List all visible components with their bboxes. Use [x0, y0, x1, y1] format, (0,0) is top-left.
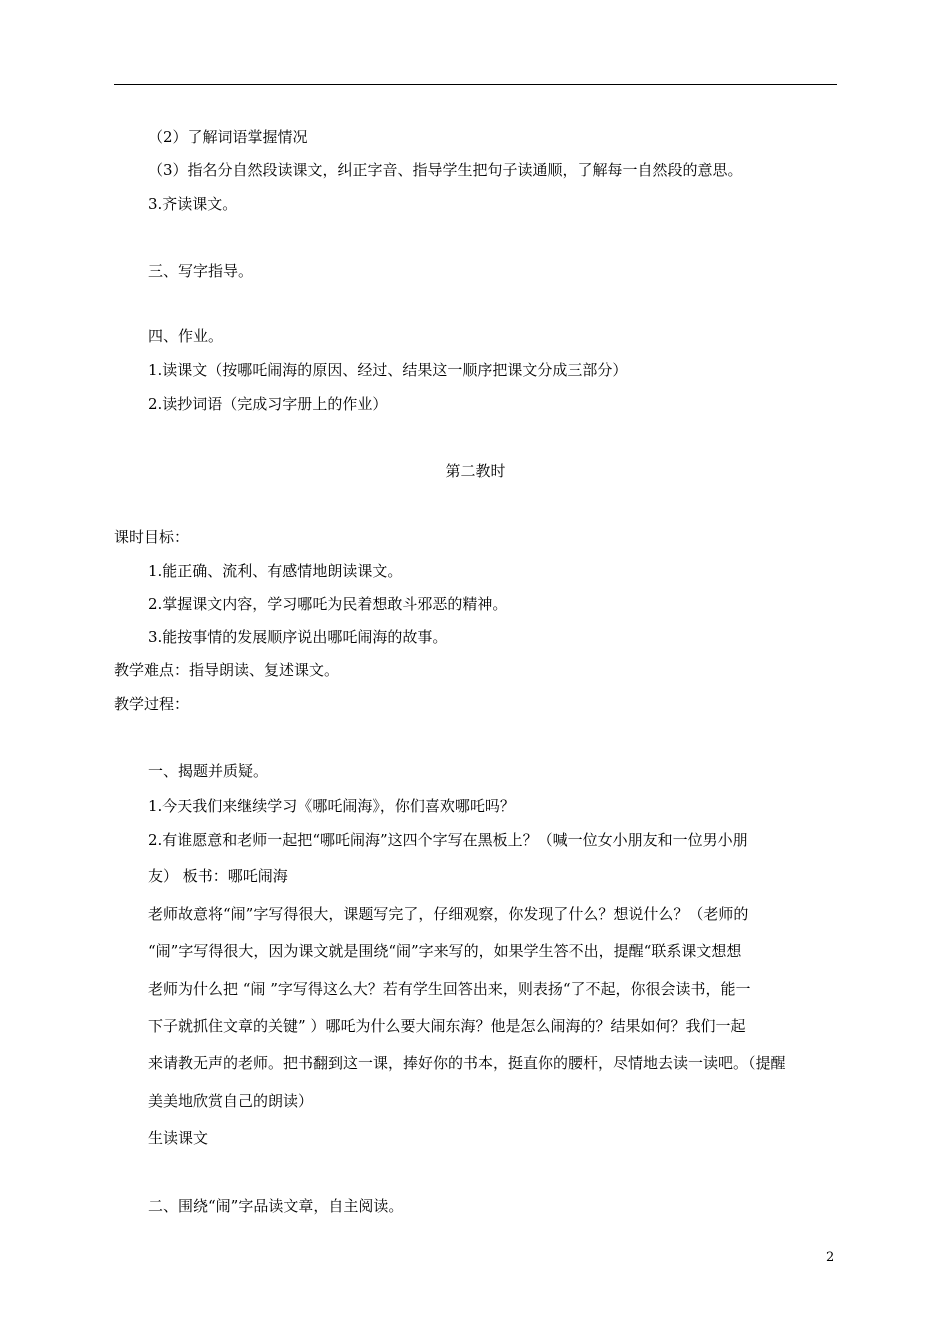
line-text: 1.今天我们来继续学习《哪吒闹海》，你们喜欢哪吒吗？ — [148, 797, 515, 815]
line-text: 课时目标： — [114, 528, 190, 546]
line-text: 2.有谁愿意和老师一起把“哪吒闹海”这四个字写在黑板上？（喊一位女小朋友和一位男小朋 — [148, 831, 748, 849]
line-text: 下子就抓住文章的关键” ）哪吒为什么要大闹东海？他是怎么闹海的？结果如何？我们一起 — [148, 1017, 746, 1035]
page-number: 2 — [826, 1250, 835, 1265]
line-text: 3.齐读课文。 — [148, 195, 238, 213]
line-text: 来请教无声的老师。把书翻到这一课，捧好你的书本，挺直你的腰杆，尽情地去读一读吧。（提醒 — [148, 1054, 786, 1072]
section-heading: 二、围绕“闹”字品读文章，自主阅读。 — [148, 1197, 404, 1215]
line-text: 老师故意将“闹”字写得很大，课题写完了，仔细观察，你发现了什么？想说什么？（老师的 — [148, 905, 749, 923]
line-text: 教学难点：指导朗读、复述课文。 — [114, 661, 340, 679]
line-text: 3.能按事情的发展顺序说出哪吒闹海的故事。 — [148, 628, 448, 646]
line-text: 1.能正确、流利、有感情地朗读课文。 — [148, 562, 403, 580]
line-text: （3）指名分自然段读课文，纠正字音、指导学生把句子读通顺，了解每一自然段的意思。 — [148, 161, 743, 179]
line-text: 1.读课文（按哪吒闹海的原因、经过、结果这一顺序把课文分成三部分） — [148, 361, 628, 379]
line-text: 教学过程： — [114, 695, 190, 713]
line-text: 2.掌握课文内容，学习哪吒为民着想敢斗邪恶的精神。 — [148, 595, 508, 613]
section-heading: 三、写字指导。 — [148, 262, 254, 280]
line-text: 友） 板书：哪吒闹海 — [148, 867, 288, 885]
line-text: 老师为什么把 “闹 ”字写得这么大？若有学生回答出来，则表扬“了不起，你很会读书，能一 — [148, 980, 751, 998]
section-heading: 一、揭题并质疑。 — [148, 762, 269, 780]
line-text: 2.读抄词语（完成习字册上的作业） — [148, 395, 388, 413]
section-heading: 四、作业。 — [148, 327, 224, 345]
line-text: （2）了解词语掌握情况 — [148, 128, 308, 146]
header-rule — [114, 84, 837, 85]
line-text: 生读课文 — [148, 1129, 209, 1147]
line-text: “闹”字写得很大，因为课文就是围绕“闹”字来写的，如果学生答不出，提醒“联系课文想想 — [148, 942, 742, 960]
line-text: 美美地欣赏自己的朗读） — [148, 1092, 314, 1110]
lesson-title: 第二教时 — [445, 462, 506, 480]
